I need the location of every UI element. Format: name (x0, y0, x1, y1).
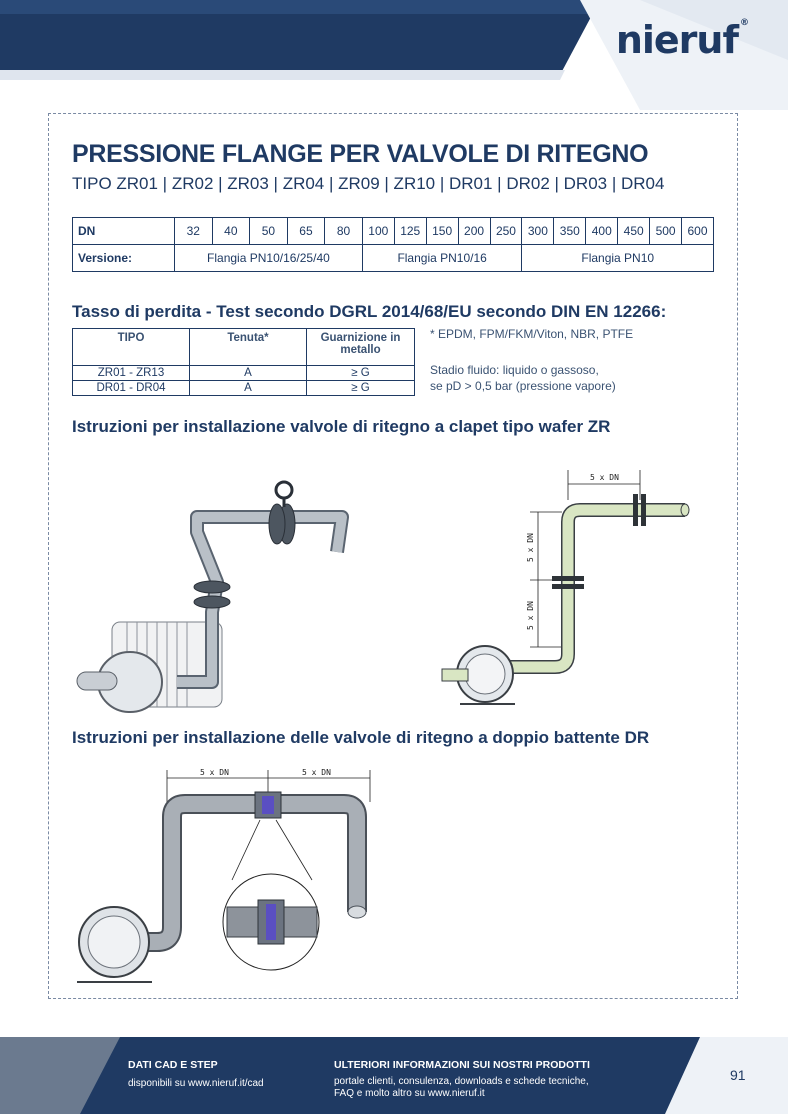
dim-right-label: 5 x DN (302, 768, 331, 777)
leak-table (72, 328, 415, 396)
footer-cad-text[interactable]: disponibili su www.nieruf.it/cad (128, 1078, 264, 1089)
dn-value-cell: 50 (250, 218, 288, 245)
dn-value-cell: 500 (650, 218, 682, 245)
leak-cell: DR01 - DR04 (73, 381, 190, 396)
dn-label: DN (73, 218, 175, 245)
dn-value-cell: 250 (490, 218, 522, 245)
leak-cell: ≥ G (307, 381, 415, 396)
dn-value-cell: 80 (325, 218, 363, 245)
materials-note: * EPDM, FPM/FKM/Viton, NBR, PTFE (430, 327, 634, 341)
fluid-note-2: se pD > 0,5 bar (pressione vapore) (430, 379, 616, 393)
version-label: Versione: (73, 245, 175, 272)
leak-cell: A (190, 381, 307, 396)
dn-row (73, 218, 714, 245)
footer-info-text-2[interactable]: FAQ e molto altro su www.nieruf.it (334, 1088, 485, 1099)
dn-value-cell: 450 (618, 218, 650, 245)
dn-table (72, 217, 714, 272)
leak-cell: ≥ G (307, 366, 415, 381)
dr-install-heading: Istruzioni per installazione delle valvole di ritegno a doppio battente DR (72, 728, 650, 747)
version-cell: Flangia PN10/16 (362, 245, 522, 272)
brand-logo (616, 18, 748, 62)
dn-value-cell: 300 (522, 218, 554, 245)
dim-top-label: 5 x DN (590, 473, 619, 482)
dn-value-cell: 400 (586, 218, 618, 245)
leak-cell: A (190, 366, 307, 381)
leak-cell: ZR01 - ZR13 (73, 366, 190, 381)
leak-header: Guarnizione in metallo (307, 329, 415, 366)
dim-left-label: 5 x DN (200, 768, 229, 777)
table-row (73, 366, 415, 381)
leak-header: TIPO (73, 329, 190, 366)
zr-3d-installation-figure (72, 462, 352, 717)
page-subtitle: TIPO ZR01 | ZR02 | ZR03 | ZR04 | ZR09 | ZR10 | DR01 | DR02 | DR03 | DR04 (72, 174, 665, 193)
leak-header-row (73, 329, 415, 366)
logo-text: nieruf (615, 18, 738, 62)
dn-value-cell: 65 (287, 218, 325, 245)
leak-header: Tenuta* (190, 329, 307, 366)
dr-installation-figure (72, 762, 382, 992)
dn-value-cell: 200 (458, 218, 490, 245)
dn-value-cell: 125 (394, 218, 426, 245)
dn-value-cell: 600 (682, 218, 714, 245)
dim-side-label-2: 5 x DN (526, 601, 535, 630)
version-row (73, 245, 714, 272)
footer-info-title: ULTERIORI INFORMAZIONI SUI NOSTRI PRODOTTI (334, 1059, 590, 1071)
dn-value-cell: 32 (175, 218, 213, 245)
registered-mark: ® (740, 18, 748, 28)
footer-cad-title: DATI CAD E STEP (128, 1059, 218, 1071)
table-row (73, 381, 415, 396)
page-title: PRESSIONE FLANGE PER VALVOLE DI RITEGNO (72, 140, 649, 168)
footer-info-text-1: portale clienti, consulenza, downloads e schede tecniche, (334, 1076, 589, 1087)
leak-heading: Tasso di perdita - Test secondo DGRL 2014/68/EU secondo DIN EN 12266: (72, 302, 667, 321)
version-cell: Flangia PN10/16/25/40 (175, 245, 363, 272)
version-cell: Flangia PN10 (522, 245, 714, 272)
fluid-note-1: Stadio fluido: liquido o gassoso, (430, 363, 599, 377)
dim-side-label-1: 5 x DN (526, 533, 535, 562)
zr-install-heading: Istruzioni per installazione valvole di ritegno a clapet tipo wafer ZR (72, 417, 611, 436)
zr-dimension-drawing (430, 462, 700, 712)
page-number: 91 (730, 1067, 746, 1083)
dn-value-cell: 350 (554, 218, 586, 245)
dn-value-cell: 150 (426, 218, 458, 245)
dn-value-cell: 40 (212, 218, 250, 245)
dn-value-cell: 100 (362, 218, 394, 245)
